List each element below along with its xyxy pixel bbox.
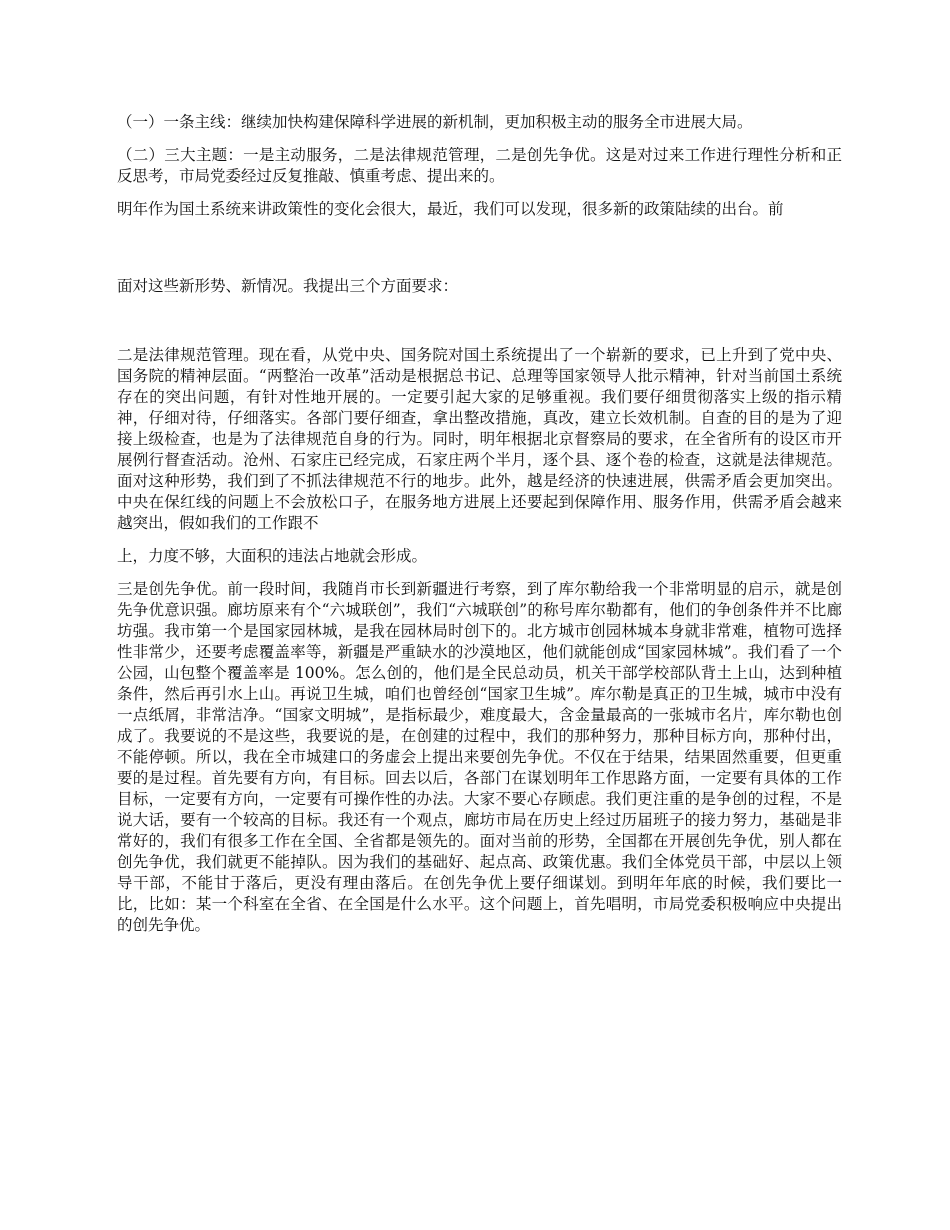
paragraph-legal-management-continued: 上，力度不够，大面积的违法占地就会形成。 <box>117 547 428 565</box>
paragraph-main-line: （一）一条主线：继续加快构建保障科学进展的新机制，更加积极主动的服务全市进展大局。 <box>117 113 753 131</box>
paragraph-three-requirements: 面对这些新形势、新情况。我提出三个方面要求： <box>117 277 459 295</box>
document-body <box>117 112 842 948</box>
page-gap <box>117 309 842 345</box>
paragraph-strive-excellence: 三是创先争优。前一段时间，我随肖市长到新疆进行考察，到了库尔勒给我一个非常明显的启示，就是创先争优意识强。廊坊原来有个“六城联创”，我们“六城联创”的称号库尔勒都有，他们的争创条件并不比廊坊强。我市第一个是国家园林城，是我在园林局时创下的。北方城市创园林城本身就非常难，植物可选择性非常少，还要考虑覆盖率等，新疆是严重缺水的沙漠地区，他们就能创成“国家园林城”。我们看了一个公园，山包整个覆盖率是 100%。怎么创的，他们是全民总动员，机关干部学校部队背土上山，达到种植条件，然后再引水上山。再说卫生城，咱们也曾经创“国家卫生城”。库尔勒是真正的卫生城，城市中没有一点纸屑，非常洁净。“国家文明城”，是指标最少，难度最大，含金量最高的一张城市名片，库尔勒也创成了。我要说的不是这些，我要说的是，在创建的过程中，我们的那种努力，那种目标方向，那种付出，不能停顿。所以，我在全市城建口的务虚会上提出来要创先争优。不仅在于结果，结果固然重要，但更重要的是过程。首先要有方向，有目标。回去以后，各部门在谋划明年工作思路方面，一定要有具体的工作目标，一定要有方向，一定要有可操作性的办法。大家不要心存顾虑。我们更注重的是争创的过程，不是说大话，要有一个较高的目标。我还有一个观点，廊坊市局在历史上经过历届班子的接力努力，基础是非常好的，我们有很多工作在全国、全省都是领先的。面对当前的形势，全国都在开展创先争优，别人都在创先争优，我们就更不能掉队。因为我们的基础好、起点高、政策优惠。我们全体党员干部，中层以上领导干部，不能甘于落后，更没有理由落后。在创先争优上要仔细谋划。到明年年底的时候，我们要比一比，比如：某一个科室在全省、在全国是什么水平。这个问题上，首先唱明，市局党委积极响应中央提出的创先争优。 <box>117 580 842 934</box>
paragraph-policy-changes: 明年作为国土系统来讲政策性的变化会很大，最近，我们可以发现，很多新的政策陆续的出台。前 <box>117 200 784 218</box>
paragraph-legal-management: 二是法律规范管理。现在看，从党中央、国务院对国土系统提出了一个崭新的要求，已上升到了党中央、国务院的精神层面。“两整治一改革”活动是根据总书记、总理等国家领导人批示精神，针对当前国土系统存在的突出问题，有针对性地开展的。一定要引起大家的足够重视。我们要仔细贯彻落实上级的指示精神，仔细对待，仔细落实。各部门要仔细查，拿出整改措施，真改，建立长效机制。自查的目的是为了迎接上级检查，也是为了法律规范自身的行为。同时，明年根据北京督察局的要求，在全省所有的设区市开展例行督查活动。沧州、石家庄已经完成，石家庄两个半月，逐个县、逐个卷的检查，这就是法律规范。面对这种形势，我们到了不抓法律规范不行的地步。此外，越是经济的快速进展，供需矛盾会更加突出。中央在保红线的问题上不会放松口子，在服务地方进展上还要起到保障作用、服务作用，供需矛盾会越来越突出，假如我们的工作跟不 <box>117 346 842 532</box>
paragraph-three-themes: （二）三大主题：一是主动服务，二是法律规范管理，二是创先争优。这是对过来工作进行理性分析和正反思考，市局党委经过反复推敲、慎重考虑、提出来的。 <box>117 146 842 185</box>
page-gap <box>117 232 842 276</box>
